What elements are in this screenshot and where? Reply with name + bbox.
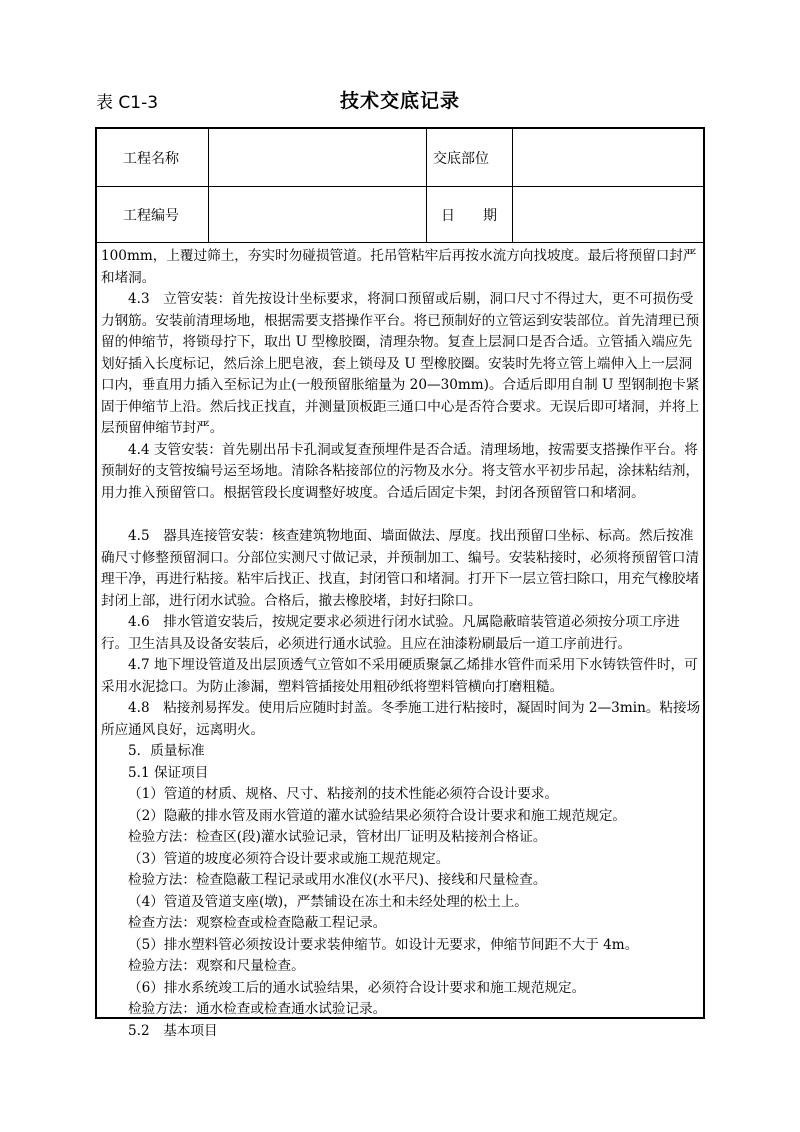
inspection-method: 检验方法：观察和尺量检查。	[128, 958, 305, 974]
handover-content	[101, 246, 701, 1042]
paragraph: 4.7 地下埋设管道及出层顶透气立管如不采用硬质聚氯乙烯排水管件而采用下水铸铁管件时，可采用水泥捻口。为防止渗漏，塑料管插接处用粗砂纸将塑料管横向打磨粗糙。	[101, 657, 698, 695]
list-item: （3）管道的坡度必须符合设计要求或施工规范规定。	[128, 850, 450, 867]
inspection-method: 检验方法：通水检查或检查通水试验记录。	[128, 1001, 387, 1017]
section-heading: 5．质量标准	[128, 743, 205, 759]
list-item: （5）排水塑料管必须按设计要求装伸缩节。如设计无要求，伸缩节间距不大于 4m。	[128, 936, 639, 953]
inspection-method: 检验方法：检查区(段)灌水试验记录，管材出厂证明及粘接剂合格证。	[128, 829, 547, 845]
project-name-field[interactable]	[209, 129, 427, 186]
paragraph: 4.4 支管安装：首先剔出吊卡孔洞或复查预埋件是否合适。清理场地，按需要支搭操作平台。将预制好的支管按编号运至场地。清除各粘接部位的污物及水分。将支管水平初步吊起，涂抹粘结剂，用力推入预留管口。根据管段长度调整好坡度。合适后固定卡架，封闭各预留管口和堵洞。	[101, 441, 700, 501]
paragraph: 4.6 排水管道安装后，按规定要求必须进行闭水试验。凡属隐蔽暗装管道必须按分项工序进行。卫生洁具及设备安装后，必须进行通水试验。且应在油漆粉刷最后一道工序前进行。	[101, 614, 680, 652]
paragraph: 100mm，上覆过筛土，夯实时勿碰损管道。托吊管粘牢后再按水流方向找坡度。最后将预留口封严和堵洞。	[101, 248, 697, 286]
form-code: 表 C1-3	[96, 93, 159, 113]
project-number-field[interactable]	[209, 187, 427, 242]
list-item: （2）隐蔽的排水管及雨水管道的灌水试验结果必须符合设计要求和施工规范规定。	[128, 807, 627, 824]
spacer	[101, 504, 701, 526]
project-name-label: 工程名称	[97, 129, 209, 186]
info-row-project-name	[97, 129, 703, 187]
document-title: 技术交底记录	[339, 90, 460, 112]
inspection-method: 检验方法：检查隐蔽工程记录或用水准仪(水平尺)、接线和尺量检查。	[128, 872, 547, 888]
list-item: （4）管道及管道支座(墩)，严禁铺设在冻土和未经处理的松土上。	[128, 893, 528, 910]
subsection-heading: 5.2 基本项目	[128, 1022, 218, 1039]
handover-part-field[interactable]	[513, 129, 703, 186]
record-frame	[95, 127, 705, 1039]
date-label: 日 期	[427, 187, 513, 242]
date-field[interactable]	[513, 187, 703, 242]
handover-part-label: 交底部位	[427, 129, 513, 186]
paragraph: 4.5 器具连接管安装：核查建筑物地面、墙面做法、厚度。找出预留口坐标、标高。然后按准确尺寸修整预留洞口。分部位实测尺寸做记录，并预制加工、编号。安装粘接时，必须将预留管口清理干净，再进行粘接。粘牢后找正、找直，封闭管口和堵洞。打开下一层立管扫除口，用充气橡胶堵封闭上部，进行闭水试验。合格后，撤去橡胶堵，封好扫除口。	[101, 528, 700, 609]
paragraph: 4.3 立管安装：首先按设计坐标要求，将洞口预留或后剔，洞口尺寸不得过大，更不可损伤受力钢筋。安装前清理场地，根据需要支搭操作平台。将已预制好的立管运到安装部位。首先清理已预留的伸缩节，将锁母拧下，取出 U 型橡胶圈，清理杂物。复查上层洞口是否合适。立管插入端应先划好插入长度标记，然后涂上肥皂液，套上锁母及 U 型橡胶圈。安装时先将立管上端伸入上一层洞口内，垂直用力插入至标记为止(一般预留胀缩量为 20—30mm)。合适后即用自制 U 型钢制抱卡紧固于伸缩节上沿。然后找正找直，并测量顶板距三通口中心是否符合要求。无误后即可堵洞，并将上层预留伸缩节封严。	[101, 291, 700, 436]
project-number-label: 工程编号	[97, 187, 209, 242]
subsection-heading: 5.1 保证项目	[128, 764, 209, 781]
inspection-method: 检查方法：观察检查或检查隐蔽工程记录。	[128, 915, 387, 931]
list-item: （1）管道的材质、规格、尺寸、粘接剂的技术性能必须符合设计要求。	[128, 786, 559, 802]
info-row-project-number	[97, 187, 703, 243]
paragraph: 4.8 粘接剂易挥发。使用后应随时封盖。冬季施工进行粘接时，凝固时间为 2—3min。粘接场所应通风良好，远离明火。	[101, 700, 701, 738]
list-item: （6）排水系统竣工后的通水试验结果，必须符合设计要求和施工规范规定。	[128, 979, 586, 996]
